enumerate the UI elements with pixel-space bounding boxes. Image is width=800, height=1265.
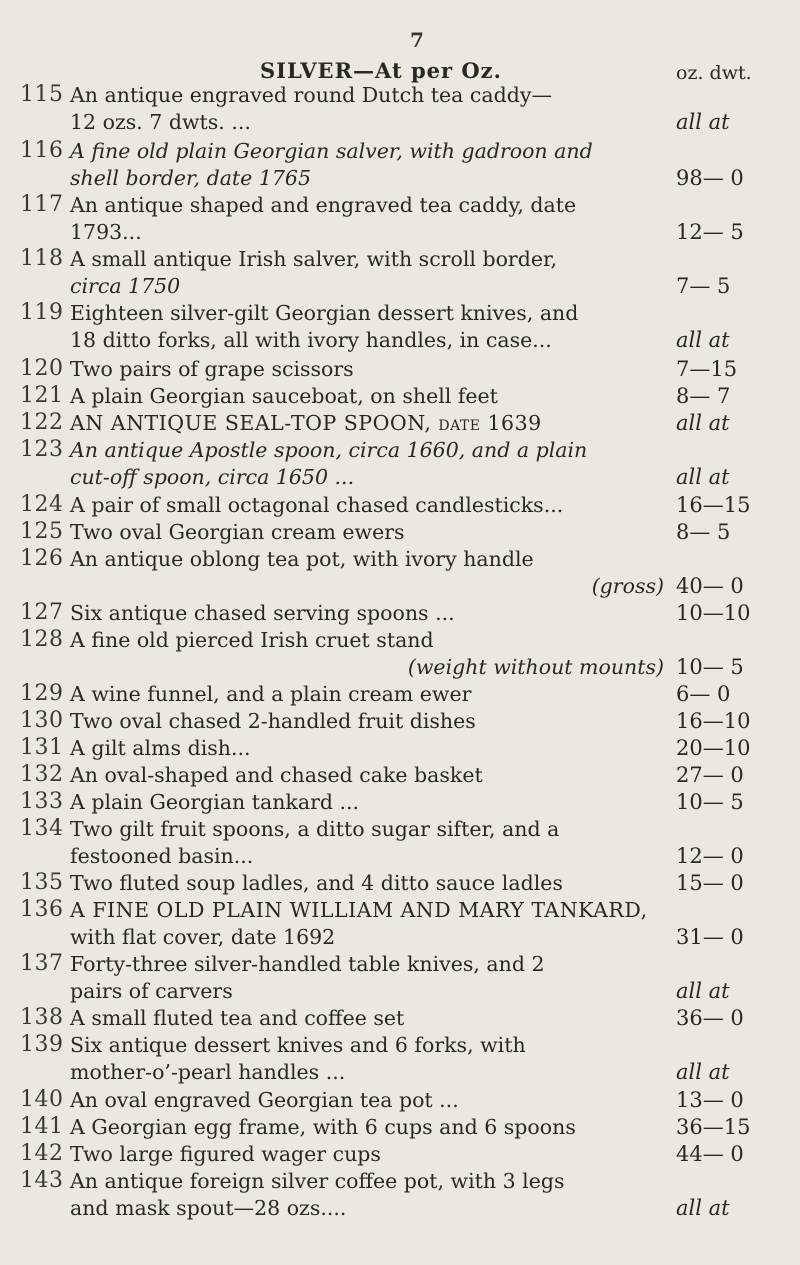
lot-price: all at <box>676 1196 730 1220</box>
lot-price: 36—15 <box>676 1115 751 1139</box>
lot-description <box>70 82 664 136</box>
lot-price: 8— 5 <box>676 520 731 544</box>
lot-description <box>70 951 664 1005</box>
lot-price: all at <box>676 411 730 435</box>
lot-number: 115 <box>20 82 64 107</box>
lot-description <box>70 708 664 735</box>
lot-description <box>70 492 664 519</box>
lot-number: 117 <box>20 192 64 217</box>
lot-price: 16—15 <box>676 493 751 517</box>
lot-price: all at <box>676 465 730 489</box>
lot-price: 10— 5 <box>676 790 744 814</box>
lot-number: 118 <box>20 246 64 271</box>
lot-price: all at <box>676 1060 730 1084</box>
lot-description <box>70 1087 664 1114</box>
lot-description-line: Two pairs of grape scissors <box>70 357 354 381</box>
lot-number: 140 <box>20 1087 64 1112</box>
lot-description-line: with flat cover, date 1692 <box>70 925 336 949</box>
lot-number: 116 <box>20 138 64 163</box>
lot-price: 36— 0 <box>676 1006 744 1030</box>
lot-number: 129 <box>20 681 64 706</box>
lot-number: 122 <box>20 410 64 435</box>
lot-description <box>70 816 664 870</box>
lot-description <box>70 300 664 354</box>
lot-description-line: cut-off spoon, circa 1650 ... <box>70 465 355 489</box>
lot-description-line: Two gilt fruit spoons, a ditto sugar sifter, and a <box>70 817 560 841</box>
lot-number: 124 <box>20 492 64 517</box>
lot-price: all at <box>676 979 730 1003</box>
lot-description <box>70 138 664 192</box>
lot-description <box>70 519 664 546</box>
lot-description-line: 12 ozs. 7 dwts. ... <box>70 110 251 134</box>
lot-description-line: 1793... <box>70 220 142 244</box>
lot-description-line: A pair of small octagonal chased candlesticks... <box>70 493 564 517</box>
lot-description-line: Two large figured wager cups <box>70 1142 381 1166</box>
lot-description-line: An antique shaped and engraved tea caddy, date <box>70 193 577 217</box>
lot-number: 125 <box>20 519 64 544</box>
lot-description-line: Six antique dessert knives and 6 forks, with <box>70 1033 526 1057</box>
lot-description <box>70 1114 664 1141</box>
lot-number: 119 <box>20 300 64 325</box>
lot-description-line: A small antique Irish salver, with scroll border, <box>70 247 558 271</box>
lot-price: 10— 5 <box>676 655 744 679</box>
lot-number: 133 <box>20 789 64 814</box>
lot-description <box>70 1141 664 1168</box>
lot-price: all at <box>676 328 730 352</box>
lot-description-line: A small fluted tea and coffee set <box>70 1006 405 1030</box>
lot-description-line: A Georgian egg frame, with 6 cups and 6 spoons <box>70 1115 576 1139</box>
lot-description-line: A plain Georgian sauceboat, on shell feet <box>70 384 498 408</box>
lot-price: 15— 0 <box>676 871 744 895</box>
lot-description <box>70 1168 664 1222</box>
page-number: 7 <box>410 28 424 52</box>
lot-number: 136 <box>20 897 64 922</box>
lot-description <box>70 600 664 627</box>
lot-number: 134 <box>20 816 64 841</box>
lot-number: 120 <box>20 356 64 381</box>
lot-number: 126 <box>20 546 64 571</box>
lot-description <box>70 246 664 300</box>
lot-number: 143 <box>20 1168 64 1193</box>
lot-description <box>70 627 664 681</box>
lot-price: 7— 5 <box>676 274 731 298</box>
lot-description-line: A plain Georgian tankard ... <box>70 790 360 814</box>
lot-description-line: and mask spout—28 ozs.... <box>70 1196 347 1220</box>
lot-description-line: shell border, date 1765 <box>70 166 311 190</box>
lot-price: 7—15 <box>676 357 738 381</box>
lot-number: 123 <box>20 437 64 462</box>
lot-description-line: An oval engraved Georgian tea pot ... <box>70 1088 459 1112</box>
lot-description <box>70 762 664 789</box>
lot-description <box>70 1005 664 1032</box>
lot-number: 138 <box>20 1005 64 1030</box>
lot-description-line: festooned basin... <box>70 844 254 868</box>
lot-price: 8— 7 <box>676 384 731 408</box>
lot-price: 27— 0 <box>676 763 744 787</box>
lot-description-line: (weight without mounts) <box>407 655 664 679</box>
lot-description <box>70 410 664 437</box>
lot-description <box>70 192 664 246</box>
lot-description-line: An antique foreign silver coffee pot, with 3 legs <box>70 1169 565 1193</box>
lot-number: 130 <box>20 708 64 733</box>
lot-description-line: 18 ditto forks, all with ivory handles, in case... <box>70 328 552 352</box>
lot-number: 131 <box>20 735 64 760</box>
lot-price: 20—10 <box>676 736 751 760</box>
price-column-header: oz. dwt. <box>676 62 752 84</box>
lot-description-line: A fine old plain Georgian salver, with gadroon and <box>70 139 593 163</box>
lot-description <box>70 789 664 816</box>
lot-description-line: Two fluted soup ladles, and 4 ditto sauce ladles <box>70 871 563 895</box>
lot-description-line: AN ANTIQUE SEAL-TOP SPOON, date 1639 <box>70 411 542 435</box>
lot-price: 6— 0 <box>676 682 731 706</box>
lot-number: 137 <box>20 951 64 976</box>
lot-number: 127 <box>20 600 64 625</box>
lot-description <box>70 870 664 897</box>
lot-description-line: An antique oblong tea pot, with ivory handle <box>70 547 534 571</box>
lot-description-line: Eighteen silver-gilt Georgian dessert knives, and <box>70 301 579 325</box>
lot-price: 40— 0 <box>676 574 744 598</box>
lot-number: 121 <box>20 383 64 408</box>
lot-description-line: mother-o’-pearl handles ... <box>70 1060 346 1084</box>
lot-price: 10—10 <box>676 601 751 625</box>
lot-description-line: (gross) <box>591 574 664 598</box>
lot-description-line: pairs of carvers <box>70 979 233 1003</box>
lot-description-line: Two oval chased 2-handled fruit dishes <box>70 709 476 733</box>
lot-number: 142 <box>20 1141 64 1166</box>
lot-price: 12— 0 <box>676 844 744 868</box>
lot-number: 135 <box>20 870 64 895</box>
lot-description-line: circa 1750 <box>70 274 181 298</box>
lot-description-line: Six antique chased serving spoons ... <box>70 601 455 625</box>
lot-number: 128 <box>20 627 64 652</box>
lot-description-line: Two oval Georgian cream ewers <box>70 520 405 544</box>
lot-description <box>70 681 664 708</box>
lot-price: 13— 0 <box>676 1088 744 1112</box>
lot-description-line: A gilt alms dish... <box>70 736 251 760</box>
lot-price: 16—10 <box>676 709 751 733</box>
lot-price: 98— 0 <box>676 166 744 190</box>
lot-description-line: A wine funnel, and a plain cream ewer <box>70 682 472 706</box>
lot-price: 44— 0 <box>676 1142 744 1166</box>
lot-price: 31— 0 <box>676 925 744 949</box>
section-header: SILVER—At per Oz. <box>260 58 502 83</box>
lot-description-line: A fine old pierced Irish cruet stand <box>70 628 434 652</box>
lot-description-line: An antique engraved round Dutch tea caddy— <box>70 83 552 107</box>
lot-description <box>70 356 664 383</box>
lot-price: 12— 5 <box>676 220 744 244</box>
lot-description-line: Forty-three silver-handled table knives, and 2 <box>70 952 545 976</box>
lot-description <box>70 437 664 491</box>
lot-description-line: An oval-shaped and chased cake basket <box>70 763 483 787</box>
lot-description <box>70 546 664 600</box>
lot-number: 139 <box>20 1032 64 1057</box>
lot-description <box>70 383 664 410</box>
lot-number: 141 <box>20 1114 64 1139</box>
lot-description <box>70 1032 664 1086</box>
lot-description <box>70 897 664 951</box>
lot-number: 132 <box>20 762 64 787</box>
lot-description-line: A FINE OLD PLAIN WILLIAM AND MARY TANKARD, <box>70 898 648 922</box>
lot-description <box>70 735 664 762</box>
lot-price: all at <box>676 110 730 134</box>
lot-description-line: An antique Apostle spoon, circa 1660, and a plain <box>70 438 588 462</box>
